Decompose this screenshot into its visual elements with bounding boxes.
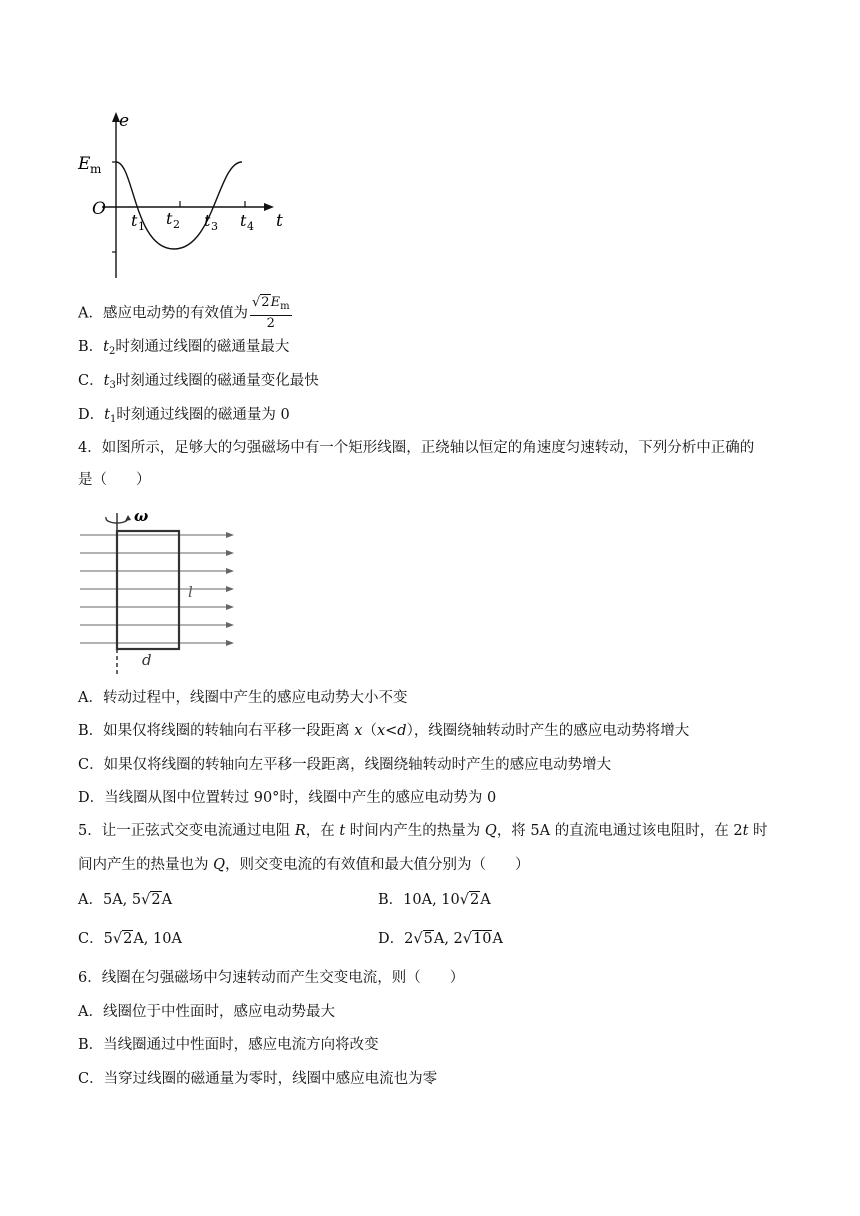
em-label: E (78, 154, 91, 174)
q3-option-c: C．$t_3$时刻通过线圈的磁通量变化最快 (78, 373, 319, 391)
q4-option-a: A．转动过程中，线圈中产生的感应电动势大小不变 (78, 690, 408, 706)
axis-t-label: t (276, 211, 283, 231)
q6-option-a: A．线圈位于中性面时，感应电动势最大 (78, 1004, 335, 1020)
q3-a-fraction: $\frac{√2E_m}{2}$ (251, 295, 290, 331)
emf-time-graph (72, 108, 292, 283)
q5-option-d: D．2√5A, 2√10A (378, 931, 503, 947)
q5-stem-line1: 5．让一正弦式交变电流通过电阻 R，在 t 时间内产生的热量为 Q，将 5A 的直流电通过该电阻时，在 2t 时 (78, 823, 768, 839)
axis-e-label: e (119, 111, 130, 131)
origin-label: O (92, 199, 106, 219)
tick-t3: t (204, 211, 211, 230)
rectangular-coil (117, 531, 179, 649)
tick-t4-sub: 4 (247, 220, 254, 233)
emf-curve (116, 162, 242, 249)
q5-option-c: C．5√2A, 10A (78, 931, 182, 947)
tick-t3-sub: 3 (211, 220, 218, 233)
tick-t1-sub: 1 (138, 220, 145, 233)
q4-option-c: C．如果仅将线圈的转轴向左平移一段距离，线圈绕轴转动时产生的感应电动势增大 (78, 757, 612, 773)
q5-option-b: B．10A, 10√2A (378, 892, 491, 908)
q4-stem-line1: 4．如图所示，足够大的匀强磁场中有一个矩形线圈，正绕轴以恒定的角速度匀速转动，下列分析中正确的 (78, 440, 755, 456)
q6-option-b: B．当线圈通过中性面时，感应电流方向将改变 (78, 1037, 379, 1053)
q5-stem-line2: 间内产生的热量也为 Q，则交变电流的有效值和最大值分别为（ ） (78, 857, 530, 873)
tick-t2-sub: 2 (173, 218, 180, 231)
em-label-sub: m (90, 162, 102, 176)
q4-stem-line2: 是（ ） (78, 472, 151, 488)
fig-d-label: d (142, 651, 152, 669)
q4-option-b: B．如果仅将线圈的转轴向右平移一段距离 x（x<d），线圈绕轴转动时产生的感应电动势将增大 (78, 723, 690, 739)
t-axis-arrow (264, 203, 274, 211)
q3-option-b: B．$t_2$时刻通过线圈的磁通量最大 (78, 339, 290, 357)
q4-option-d: D．当线圈从图中位置转过 90°时，线圈中产生的感应电动势为 0 (78, 790, 497, 806)
tick-t4: t (240, 211, 247, 230)
tick-t1: t (131, 211, 138, 230)
fig-l-label: l (188, 583, 193, 601)
q3-option-d: D．$t_1$时刻通过线圈的磁通量为 0 (78, 407, 290, 425)
q3-option-a: A．感应电动势的有效值为 $\frac{√2E_m}{2}$ (78, 295, 290, 331)
fig-omega-label: ω (134, 507, 149, 525)
q6-stem: 6．线圈在匀强磁场中匀速转动而产生交变电流，则（ ） (78, 970, 465, 986)
tick-t2: t (166, 209, 173, 228)
q6-option-c: C．当穿过线圈的磁通量为零时，线圈中感应电流也为零 (78, 1071, 438, 1087)
q5-option-a: A．5A, 5√2A (78, 892, 173, 908)
coil-in-field-figure (78, 505, 238, 680)
